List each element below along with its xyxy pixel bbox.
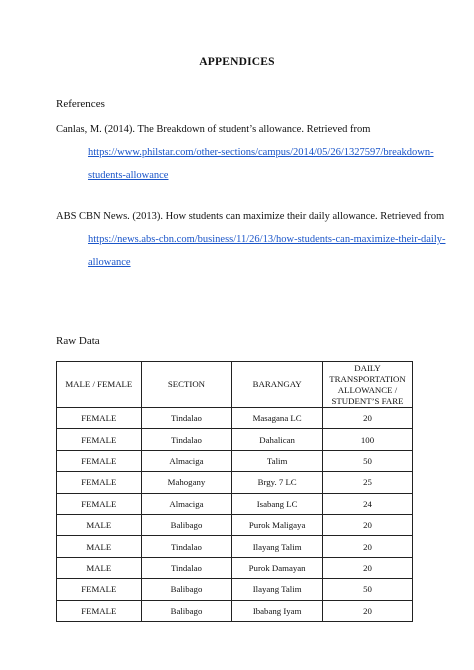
reference-2-link-continued[interactable]: allowance — [88, 257, 131, 268]
table-row — [57, 579, 413, 600]
raw-data-table — [56, 361, 413, 622]
cell-gender: FEMALE — [57, 429, 142, 450]
cell-section: Balibago — [141, 579, 232, 600]
table-header-row — [57, 362, 413, 408]
cell-section: Balibago — [141, 514, 232, 535]
table-row — [57, 557, 413, 578]
references-heading: References — [56, 98, 105, 110]
cell-section: Tindalao — [141, 536, 232, 557]
cell-allowance: 20 — [322, 408, 412, 429]
cell-allowance: 50 — [322, 450, 412, 471]
cell-barangay: Ilayang Talim — [232, 579, 323, 600]
cell-section: Almaciga — [141, 450, 232, 471]
table-row — [57, 472, 413, 493]
cell-barangay: Purok Damayan — [232, 557, 323, 578]
reference-2-citation: ABS CBN News. (2013). How students can maximize their daily allowance. Retrieved from — [56, 211, 445, 222]
cell-allowance: 20 — [322, 557, 412, 578]
raw-data-heading: Raw Data — [56, 335, 100, 347]
reference-1-citation: Canlas, M. (2014). The Breakdown of student’s allowance. Retrieved from — [56, 124, 371, 135]
cell-allowance: 50 — [322, 579, 412, 600]
cell-gender: FEMALE — [57, 408, 142, 429]
cell-allowance: 20 — [322, 600, 412, 621]
cell-allowance: 25 — [322, 472, 412, 493]
cell-section: Mahogany — [141, 472, 232, 493]
cell-gender: MALE — [57, 557, 142, 578]
cell-allowance: 20 — [322, 514, 412, 535]
cell-barangay: Ilayang Talim — [232, 536, 323, 557]
table-row — [57, 600, 413, 621]
cell-barangay: Ibabang Iyam — [232, 600, 323, 621]
cell-barangay: Purok Maligaya — [232, 514, 323, 535]
table-row — [57, 408, 413, 429]
cell-section: Tindalao — [141, 408, 232, 429]
cell-gender: FEMALE — [57, 472, 142, 493]
cell-gender: MALE — [57, 536, 142, 557]
cell-barangay: Talim — [232, 450, 323, 471]
cell-section: Tindalao — [141, 429, 232, 450]
reference-2-link[interactable]: https://news.abs-cbn.com/business/11/26/13/how-students-can-maximize-their-daily- — [88, 234, 446, 245]
cell-allowance: 24 — [322, 493, 412, 514]
cell-section: Tindalao — [141, 557, 232, 578]
cell-barangay: Masagana LC — [232, 408, 323, 429]
cell-gender: FEMALE — [57, 600, 142, 621]
reference-1-link[interactable]: https://www.philstar.com/other-sections/campus/2014/05/26/1327597/breakdown- — [88, 147, 434, 158]
column-header-barangay: BARANGAY — [232, 362, 323, 408]
cell-gender: MALE — [57, 514, 142, 535]
cell-gender: FEMALE — [57, 493, 142, 514]
table-row — [57, 536, 413, 557]
cell-gender: FEMALE — [57, 579, 142, 600]
cell-gender: FEMALE — [57, 450, 142, 471]
column-header-allowance-label: DAILY TRANSPORTATION ALLOWANCE / STUDENT’S FARE — [329, 362, 406, 406]
page-title: APPENDICES — [199, 56, 275, 68]
cell-barangay: Dahalican — [232, 429, 323, 450]
cell-section: Almaciga — [141, 493, 232, 514]
column-header-section: SECTION — [141, 362, 232, 408]
table-row — [57, 493, 413, 514]
cell-section: Balibago — [141, 600, 232, 621]
cell-allowance: 100 — [322, 429, 412, 450]
column-header-gender: MALE / FEMALE — [57, 362, 142, 408]
table-row — [57, 429, 413, 450]
table-row — [57, 514, 413, 535]
table-row — [57, 450, 413, 471]
cell-allowance: 20 — [322, 536, 412, 557]
reference-1-link-continued[interactable]: students-allowance — [88, 170, 169, 181]
cell-barangay: Isabang LC — [232, 493, 323, 514]
cell-barangay: Brgy. 7 LC — [232, 472, 323, 493]
column-header-allowance — [322, 362, 412, 408]
